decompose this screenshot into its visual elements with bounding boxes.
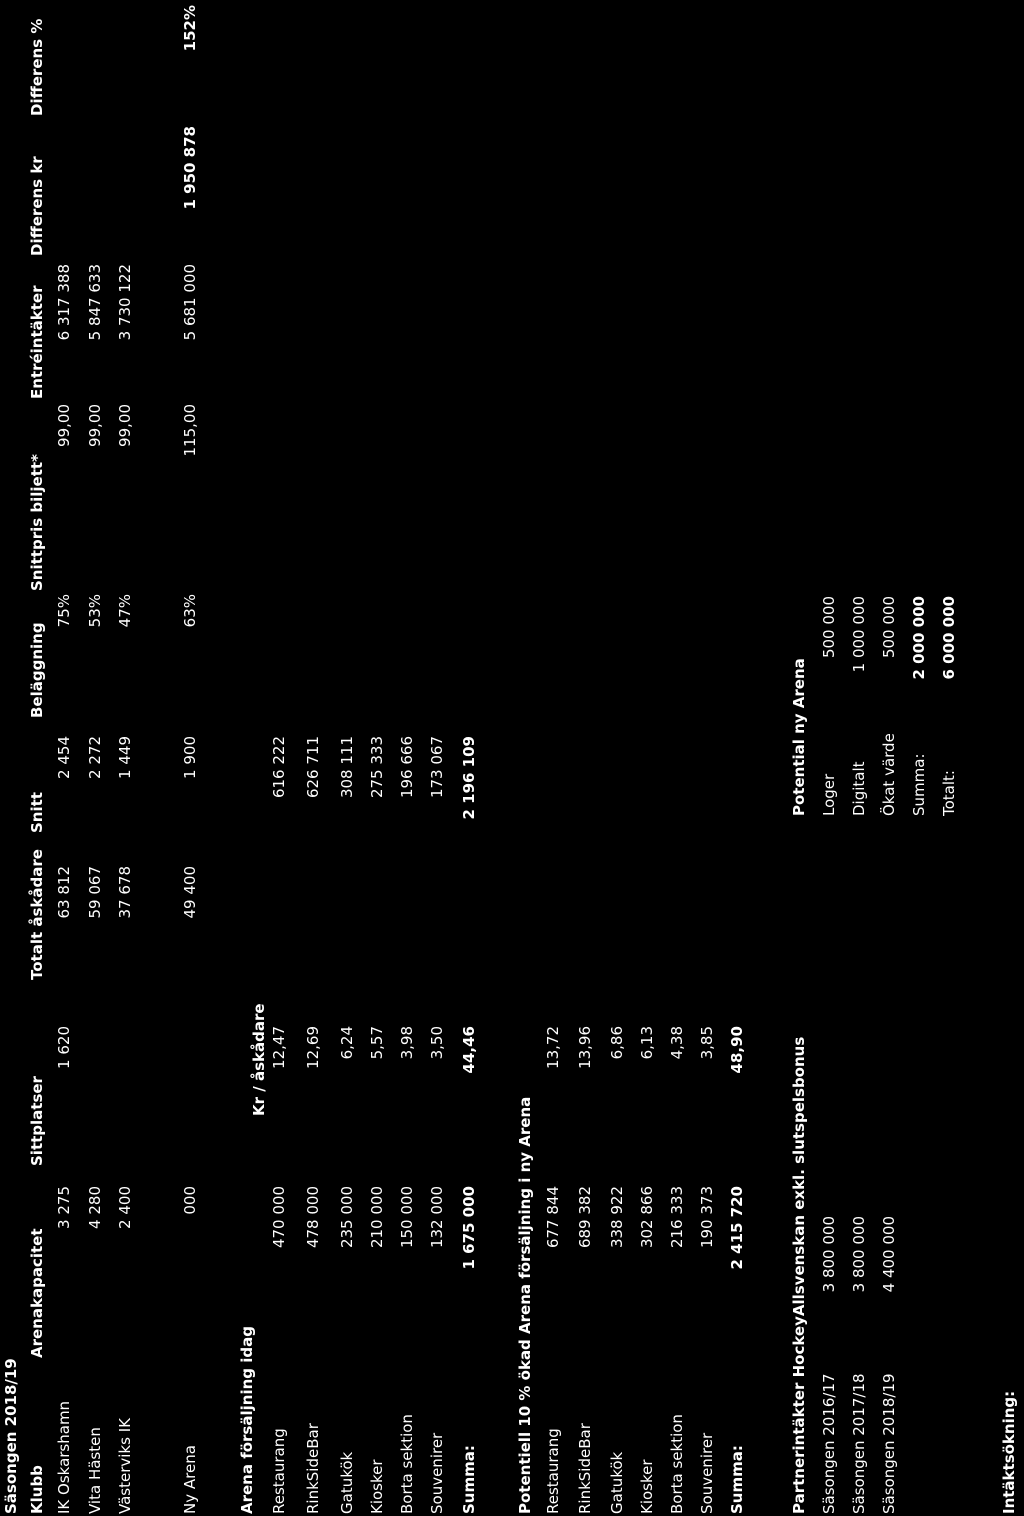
sales-row-amount: 132 000 — [428, 1186, 446, 1249]
potential-row-amount: 677 844 — [544, 1186, 562, 1249]
sales-sum-per-spectator: 44,46 — [460, 1026, 478, 1074]
potential-sales-title: Potentiell 10 % ökad Arena försäljning i ny Arena — [516, 1096, 534, 1514]
club-total-spectators: 63 812 — [55, 866, 73, 919]
sales-sum-amount: 1 675 000 — [460, 1186, 478, 1270]
club-name: Vita Hästen — [86, 1427, 104, 1514]
potential-sum-label: Summa: — [728, 1445, 746, 1514]
potential-row-label: Kiosker — [638, 1459, 656, 1514]
potential-arena-label: Loger — [820, 773, 838, 816]
potential-row-per-spectator: 6,86 — [608, 1026, 626, 1060]
potential-row-per-spectator: 4,38 — [668, 1026, 686, 1060]
sales-sum-total: 2 196 109 — [460, 736, 478, 820]
sales-row-label: Gatukök — [338, 1451, 356, 1514]
potential-row-per-spectator: 3,85 — [698, 1026, 716, 1060]
header-occupancy: Beläggning — [28, 622, 46, 718]
sales-row-total: 308 111 — [338, 736, 356, 799]
potential-sum-amount: 2 415 720 — [728, 1186, 746, 1270]
header-seats: Sittplatser — [28, 1076, 46, 1166]
club-total-spectators: 37 678 — [116, 866, 134, 919]
new-arena-avg-ticket-price: 115,00 — [181, 404, 199, 457]
potential-arena-total-label: Totalt: — [940, 770, 958, 816]
potential-row-amount: 302 866 — [638, 1186, 656, 1249]
club-ticket-revenue: 3 730 122 — [116, 264, 134, 341]
sales-row-per-spectator: 3,50 — [428, 1026, 446, 1060]
header-club: Klubb — [28, 1465, 46, 1514]
sales-row-label: Borta sektion — [398, 1414, 416, 1514]
new-arena-diff-kr: 1 950 878 — [181, 126, 199, 210]
potential-row-label: Restaurang — [544, 1428, 562, 1514]
sales-row-per-spectator: 6,24 — [338, 1026, 356, 1060]
partner-row-amount: 3 800 000 — [820, 1216, 838, 1293]
header-capacity: Arenakapacitet — [28, 1228, 46, 1358]
new-arena-label: Ny Arena — [181, 1445, 199, 1514]
new-arena-occupancy: 63% — [181, 594, 199, 628]
header-avg-ticket-price: Snittpris biljett* — [28, 454, 46, 591]
potential-arena-amount: 1 000 000 — [850, 596, 868, 673]
club-name: Västerviks IK — [116, 1418, 134, 1514]
new-arena-ticket-revenue: 5 681 000 — [181, 264, 199, 341]
header-total-spectators: Totalt åskådare — [28, 849, 46, 980]
potential-arena-total-amount: 6 000 000 — [940, 596, 958, 680]
sales-row-total: 626 711 — [304, 736, 322, 799]
sales-row-per-spectator: 12,69 — [304, 1026, 322, 1069]
club-name: IK Oskarshamn — [55, 1400, 73, 1514]
potential-row-per-spectator: 13,72 — [544, 1026, 562, 1069]
sales-row-total: 173 067 — [428, 736, 446, 799]
club-ticket-revenue: 5 847 633 — [86, 264, 104, 341]
sales-row-total: 275 333 — [368, 736, 386, 799]
club-average: 2 272 — [86, 736, 104, 779]
sales-row-label: RinkSideBar — [304, 1423, 322, 1514]
club-average: 2 454 — [55, 736, 73, 779]
potential-sum-per-spectator: 48,90 — [728, 1026, 746, 1074]
new-arena-potential-title: Potential ny Arena — [790, 658, 808, 816]
club-ticket-revenue: 6 317 388 — [55, 264, 73, 341]
club-capacity: 2 400 — [116, 1186, 134, 1229]
partner-row-label: Säsongen 2018/19 — [880, 1373, 898, 1514]
season-title: Säsongen 2018/19 — [2, 1358, 20, 1514]
sales-row-amount: 150 000 — [398, 1186, 416, 1249]
partner-row-label: Säsongen 2017/18 — [850, 1373, 868, 1514]
potential-row-label: Borta sektion — [668, 1414, 686, 1514]
club-occupancy: 75% — [55, 594, 73, 628]
club-avg-ticket-price: 99,00 — [55, 404, 73, 447]
new-arena-capacity: 000 — [181, 1186, 199, 1215]
sales-row-total: 196 666 — [398, 736, 416, 799]
new-arena-average: 1 900 — [181, 736, 199, 779]
club-occupancy: 47% — [116, 594, 134, 628]
club-total-spectators: 59 067 — [86, 866, 104, 919]
potential-arena-amount: 500 000 — [820, 596, 838, 659]
potential-arena-label: Digitalt — [850, 761, 868, 816]
new-arena-diff-pct: 152% — [181, 5, 199, 52]
potential-row-label: Gatukök — [608, 1451, 626, 1514]
partner-row-amount: 3 800 000 — [850, 1216, 868, 1293]
sales-row-per-spectator: 5,57 — [368, 1026, 386, 1060]
revenue-increase-label: Intäktsökning: — [1000, 1390, 1018, 1514]
sales-row-amount: 210 000 — [368, 1186, 386, 1249]
sales-row-per-spectator: 12,47 — [270, 1026, 288, 1069]
potential-row-amount: 190 373 — [698, 1186, 716, 1249]
arena-sales-title: Arena försäljning idag — [238, 1326, 256, 1514]
sales-row-total: 616 222 — [270, 736, 288, 799]
header-average: Snitt — [28, 792, 46, 833]
header-diff-kr: Differens kr — [28, 156, 46, 256]
potential-arena-label: Ökat värde — [880, 733, 898, 816]
club-average: 1 449 — [116, 736, 134, 779]
new-arena-total-spectators: 49 400 — [181, 866, 199, 919]
potential-row-label: Souvenirer — [698, 1432, 716, 1514]
potential-arena-sum-amount: 2 000 000 — [910, 596, 928, 680]
club-occupancy: 53% — [86, 594, 104, 628]
partner-row-amount: 4 400 000 — [880, 1216, 898, 1293]
potential-row-label: RinkSideBar — [576, 1423, 594, 1514]
potential-arena-sum-label: Summa: — [910, 753, 928, 816]
potential-row-amount: 216 333 — [668, 1186, 686, 1249]
sales-row-amount: 235 000 — [338, 1186, 356, 1249]
sales-sum-label: Summa: — [460, 1445, 478, 1514]
potential-row-amount: 338 922 — [608, 1186, 626, 1249]
potential-row-per-spectator: 13,96 — [576, 1026, 594, 1069]
club-capacity: 4 280 — [86, 1186, 104, 1229]
club-seats: 1 620 — [55, 1026, 73, 1069]
header-diff-pct: Differens % — [28, 18, 46, 116]
club-avg-ticket-price: 99,00 — [86, 404, 104, 447]
partner-row-label: Säsongen 2016/17 — [820, 1373, 838, 1514]
per-spectator-header: Kr / åskådare — [250, 1003, 268, 1116]
sales-row-amount: 478 000 — [304, 1186, 322, 1249]
sales-row-label: Kiosker — [368, 1459, 386, 1514]
potential-arena-amount: 500 000 — [880, 596, 898, 659]
partner-revenue-title: Partnerintäkter HockeyAllsvenskan exkl. slutspelsbonus — [790, 1036, 808, 1514]
sales-row-label: Restaurang — [270, 1428, 288, 1514]
sales-row-per-spectator: 3,98 — [398, 1026, 416, 1060]
potential-row-amount: 689 382 — [576, 1186, 594, 1249]
club-avg-ticket-price: 99,00 — [116, 404, 134, 447]
potential-row-per-spectator: 6,13 — [638, 1026, 656, 1060]
sales-row-label: Souvenirer — [428, 1432, 446, 1514]
club-capacity: 3 275 — [55, 1186, 73, 1229]
sales-row-amount: 470 000 — [270, 1186, 288, 1249]
header-ticket-revenue: Entréintäkter — [28, 285, 46, 399]
